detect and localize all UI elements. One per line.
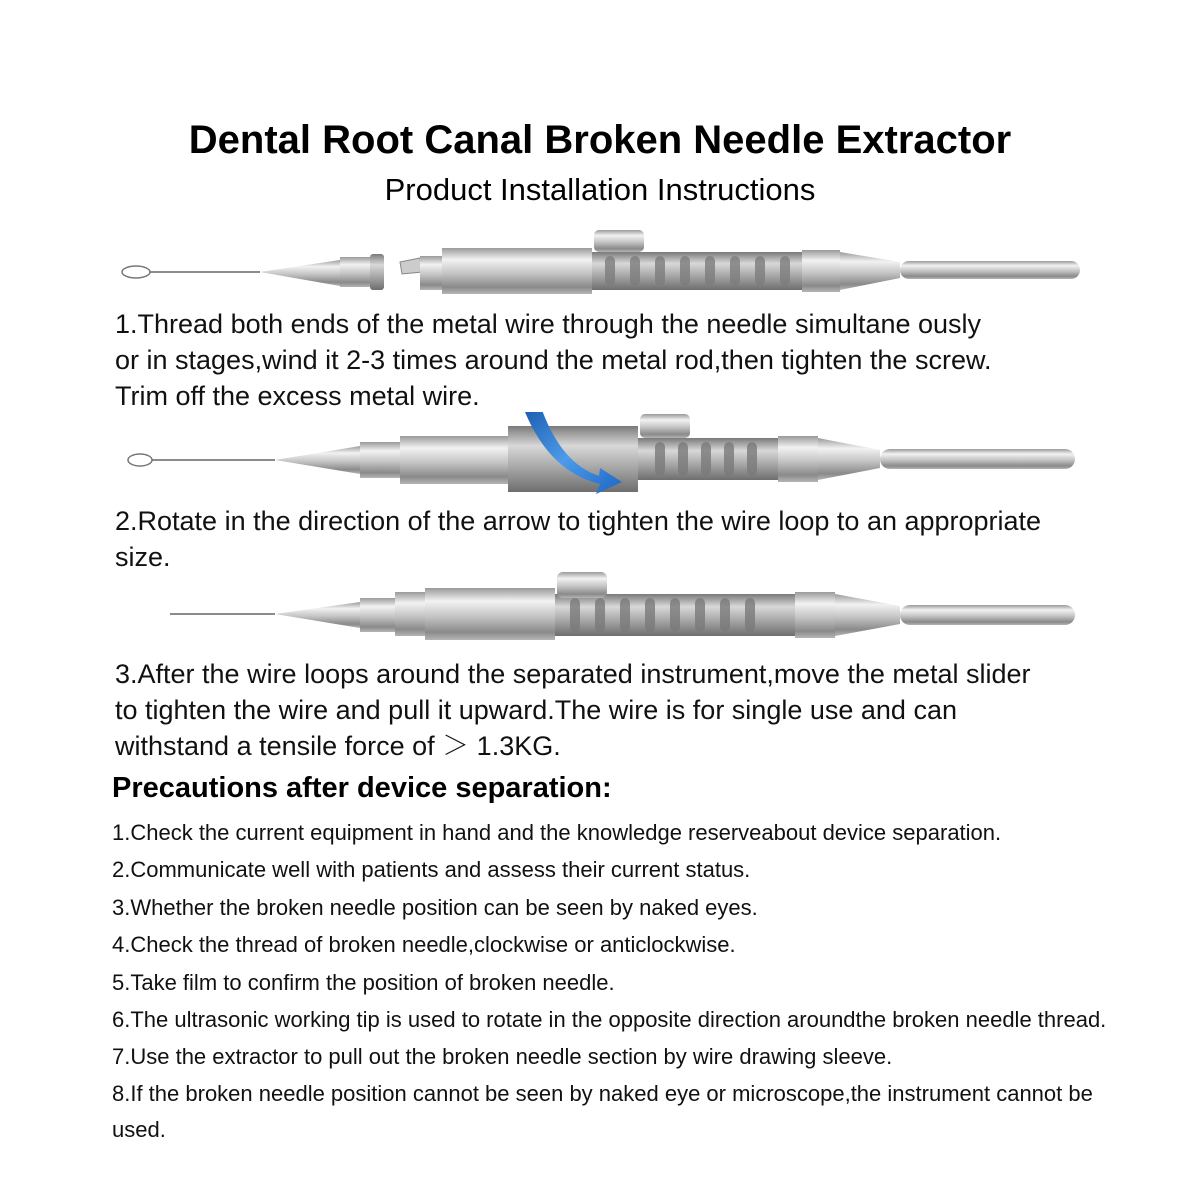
list-item: 1.Check the current equipment in hand and the knowledge reserveabout device separation. [112,820,1002,845]
extractor-tool-image [110,228,1100,298]
page-subtitle: Product Installation Instructions [384,172,816,207]
extractor-tool-image [110,570,1100,645]
step-2-text: 2.Rotate in the direction of the arrow to tighten the wire loop to an appropriate size. [115,506,1042,572]
list-item: 3.Whether the broken needle position can be seen by naked eyes. [112,894,758,920]
list-item: 6.The ultrasonic working tip is used to rotate in the opposite direction aroundthe broken needle thread. [112,1006,1107,1032]
list-item: 7.Use the extractor to pull out the broken needle section by wire drawing sleeve. [112,1043,893,1069]
list-item: 4.Check the thread of broken needle,clockwise or anticlockwise. [112,932,736,958]
precautions-title: Precautions after device separation: [112,772,612,804]
extractor-tool-image [110,412,1100,497]
page-title: Dental Root Canal Broken Needle Extractor [188,118,1012,162]
list-item: 2.Communicate well with patients and assess their current status. [112,857,751,883]
step-1-text: 1.Thread both ends of the metal wire through the needle simultane ously or in stages,wind it 2-3 times around the metal rod,then tighten the screw. Trim off the excess metal wire. [115,309,992,411]
step-3-text: 3.After the wire loops around the separated instrument,move the metal slider to tighten the wire and pull it upward.The wire is for single use and can withstand a tensile force of ＞ 1.3KG. [115,659,1031,761]
list-item: 8.If the broken needle position cannot be seen by naked eye or microscope,the instrument cannot be used. [112,1081,1093,1142]
precautions-list [112,815,1192,1149]
list-item: 5.Take film to confirm the position of broken needle. [112,969,615,995]
